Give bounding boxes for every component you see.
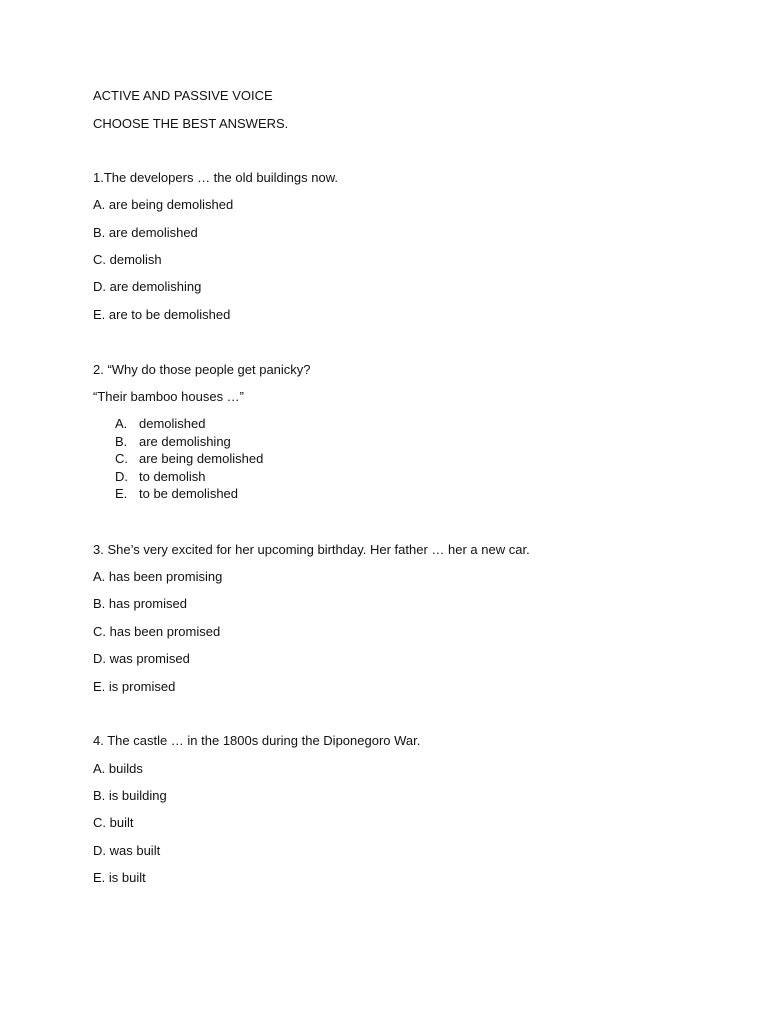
answer-option: B. has promised: [93, 596, 187, 611]
answer-option: A. builds: [93, 761, 143, 776]
option-text: demolished: [139, 416, 206, 431]
answer-option: D. was built: [93, 843, 161, 858]
answer-option: [115, 451, 263, 467]
answer-option: B. are demolished: [93, 225, 198, 240]
answer-option: E. are to be demolished: [93, 307, 231, 322]
answer-option: C. built: [93, 815, 134, 830]
answer-option: [115, 434, 231, 450]
instructions: CHOOSE THE BEST ANSWERS.: [93, 116, 289, 131]
answer-option: [115, 486, 238, 502]
option-text: are demolishing: [139, 434, 231, 449]
answer-option: E. is built: [93, 870, 146, 885]
answer-option: B. is building: [93, 788, 167, 803]
answer-option: D. are demolishing: [93, 279, 202, 294]
page-title: ACTIVE AND PASSIVE VOICE: [93, 88, 273, 103]
answer-option: A. has been promising: [93, 569, 223, 584]
option-letter: B.: [115, 434, 128, 449]
answer-option: [115, 416, 206, 432]
answer-option: C. has been promised: [93, 624, 221, 639]
question-stem: 2. “Why do those people get panicky?: [93, 362, 311, 377]
answer-option: D. was promised: [93, 651, 190, 666]
question-stem-continuation: “Their bamboo houses …”: [93, 389, 245, 404]
answer-option: C. demolish: [93, 252, 162, 267]
option-letter: D.: [115, 469, 128, 484]
option-text: to demolish: [139, 469, 206, 484]
option-letter: C.: [115, 451, 128, 466]
option-letter: A.: [115, 416, 128, 431]
question-stem: 1.The developers … the old buildings now.: [93, 170, 338, 185]
question-stem: 4. The castle … in the 1800s during the Diponegoro War.: [93, 733, 421, 748]
answer-option: E. is promised: [93, 679, 176, 694]
answer-option: [115, 469, 205, 485]
option-letter: E.: [115, 486, 128, 501]
question-stem: 3. She’s very excited for her upcoming birthday. Her father … her a new car.: [93, 542, 530, 557]
answer-option: A. are being demolished: [93, 197, 234, 212]
option-text: to be demolished: [139, 486, 239, 501]
option-text: are being demolished: [139, 451, 264, 466]
